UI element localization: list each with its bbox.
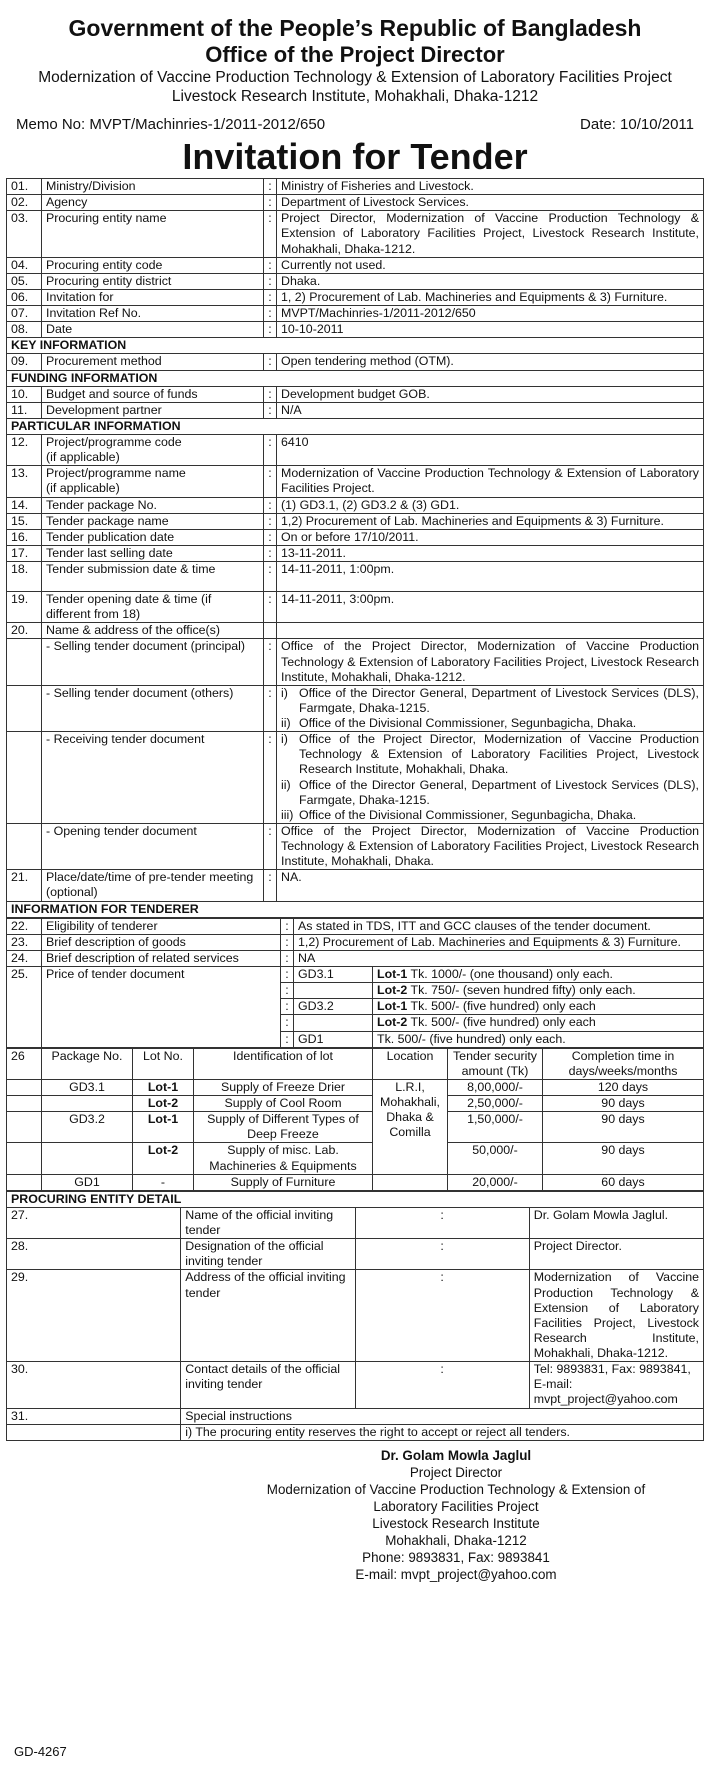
row-number — [7, 823, 42, 869]
project-name: Modernization of Vaccine Production Technology & Extension of Laboratory Facilities Project — [38, 69, 672, 86]
lot-number: Lot-2 — [133, 1143, 194, 1174]
signatory-name: Dr. Golam Mowla Jaglul — [380, 1447, 532, 1463]
list-text: Office of the Divisional Commissioner, Segunbagicha, Dhaka. — [299, 716, 637, 730]
separator: : — [264, 466, 277, 497]
row-number: 01. — [7, 179, 42, 195]
signatory-project: Modernization of Vaccine Production Technology & Extension of — [266, 1481, 646, 1497]
row-number: 20. — [7, 623, 42, 639]
table-row — [7, 1424, 704, 1440]
row-number: 27. — [7, 1207, 181, 1238]
row-value — [277, 685, 704, 731]
separator: : — [355, 1239, 529, 1270]
table-row — [7, 529, 704, 545]
row-label: Brief description of related services — [42, 950, 281, 966]
row-number — [7, 732, 42, 824]
row-label: Development partner — [42, 402, 264, 418]
price-text — [373, 967, 704, 983]
lot-security: 8,00,000/- — [448, 1079, 543, 1095]
lot-row — [7, 1174, 704, 1190]
lot-package — [42, 1143, 133, 1174]
header-lot: Lot No. — [133, 1048, 194, 1079]
separator: : — [264, 306, 277, 322]
row-value: As stated in TDS, ITT and GCC clauses of the tender document. — [294, 918, 704, 934]
separator: : — [264, 513, 277, 529]
row-label: Designation of the official inviting tender — [181, 1239, 355, 1270]
row-number: 19. — [7, 592, 42, 623]
list-marker: i) — [281, 732, 288, 747]
lot-completion: 120 days — [543, 1079, 704, 1095]
header-completion: Completion time in days/weeks/months — [543, 1048, 704, 1079]
row-number — [7, 639, 42, 685]
row-value: (1) GD3.1, (2) GD3.2 & (3) GD1. — [277, 497, 704, 513]
table-row — [7, 195, 704, 211]
table-row — [7, 1362, 704, 1408]
row-number: 31. — [7, 1408, 181, 1424]
lot-number: - — [133, 1174, 194, 1190]
row-value: Dr. Golam Mowla Jaglul. — [529, 1207, 703, 1238]
table-row — [7, 562, 704, 592]
row-label: - Selling tender document (others) — [42, 685, 264, 731]
row-label: Address of the official inviting tender — [181, 1270, 355, 1362]
lot-location: L.R.I, Mohakhali, Dhaka & Comilla — [373, 1079, 448, 1174]
row-number — [7, 1143, 42, 1174]
price-cell — [281, 967, 704, 1048]
separator: : — [264, 823, 277, 869]
section-heading-funding: FUNDING INFORMATION — [7, 370, 704, 386]
separator: : — [281, 950, 294, 966]
contact-email: E-mail: mvpt_project@yahoo.com — [533, 1377, 678, 1407]
row-number: 09. — [7, 354, 42, 370]
row-number: 18. — [7, 562, 42, 592]
table-row — [7, 513, 704, 529]
separator: : — [264, 179, 277, 195]
separator: : — [264, 322, 277, 338]
row-label: Invitation Ref No. — [42, 306, 264, 322]
price-amount: Tk. 750/- (seven hundred fifty) only each. — [407, 983, 636, 998]
row-number: 22. — [7, 918, 42, 934]
row-label: Name & address of the office(s) — [42, 623, 264, 639]
table-row — [7, 1408, 704, 1424]
row-number: 10. — [7, 386, 42, 402]
lot-number: Lot-2 — [133, 1096, 194, 1112]
lot-table — [6, 1048, 704, 1191]
row-label: Tender submission date & time — [42, 562, 264, 592]
signatory-phone: Phone: 9893831, Fax: 9893841 — [362, 1549, 550, 1565]
price-lot: Lot-1 — [377, 999, 408, 1014]
separator: : — [264, 195, 277, 211]
row-label — [42, 435, 264, 466]
table-row — [7, 1239, 704, 1270]
price-row — [281, 999, 703, 1015]
row-label: Budget and source of funds — [42, 386, 264, 402]
ad-code: GD-4267 — [14, 1744, 67, 1760]
row-value: Dhaka. — [277, 273, 704, 289]
row-value: Open tendering method (OTM). — [277, 354, 704, 370]
table-row — [7, 466, 704, 497]
section-heading-tenderer: INFORMATION FOR TENDERER — [7, 901, 704, 917]
signatory-designation: Project Director — [409, 1464, 503, 1480]
row-label: - Opening tender document — [42, 823, 264, 869]
separator: : — [264, 289, 277, 305]
row-value: NA — [294, 950, 704, 966]
row-label: - Selling tender document (principal) — [42, 639, 264, 685]
lot-item: Supply of misc. Lab. Machineries & Equipments — [194, 1143, 373, 1174]
price-amount: Tk. 500/- (five hundred) only each — [407, 1015, 596, 1030]
table-row — [7, 497, 704, 513]
tender-info-table — [6, 178, 704, 918]
list-marker: iii) — [281, 807, 294, 822]
price-package: GD3.1 — [294, 967, 373, 983]
section-row — [7, 370, 704, 386]
row-number: 25. — [7, 967, 42, 1048]
signatory-institute: Livestock Research Institute — [372, 1515, 540, 1531]
separator: : — [264, 685, 277, 731]
row-label: Procurement method — [42, 354, 264, 370]
lot-number: Lot-1 — [133, 1112, 194, 1143]
lot-item: Supply of Cool Room — [194, 1096, 373, 1112]
signatory-city: Mohakhali, Dhaka-1212 — [385, 1532, 527, 1548]
price-row — [281, 1031, 703, 1047]
table-row — [7, 967, 704, 1048]
list-text: Office of the Director General, Department of Livestock Services (DLS), Farmgate, Dhaka-1215. — [299, 685, 699, 715]
row-number: 07. — [7, 306, 42, 322]
separator: : — [264, 386, 277, 402]
price-lot: Lot-2 — [377, 983, 408, 998]
separator: : — [355, 1207, 529, 1238]
price-amount: Tk. 1000/- (one thousand) only each. — [407, 967, 614, 981]
row-value: 1,2) Procurement of Lab. Machineries and Equipments & 3) Furniture. — [277, 513, 704, 529]
table-row — [7, 918, 704, 934]
table-row — [7, 211, 704, 257]
row-value: MVPT/Machinries-1/2011-2012/650 — [277, 306, 704, 322]
table-row — [7, 306, 704, 322]
table-row — [7, 322, 704, 338]
header-identification: Identification of lot — [194, 1048, 373, 1079]
row-value: 1, 2) Procurement of Lab. Machineries and Equipments & 3) Furniture. — [277, 289, 704, 305]
table-row — [7, 823, 704, 869]
header-location: Location — [373, 1048, 448, 1079]
page-title: Invitation for Tender — [182, 136, 528, 177]
row-label: Date — [42, 322, 264, 338]
lot-item: Supply of Furniture — [194, 1174, 373, 1190]
row-value: Currently not used. — [277, 257, 704, 273]
row-label: Tender publication date — [42, 529, 264, 545]
list-item — [281, 778, 699, 808]
table-row — [7, 732, 704, 824]
lot-package: GD3.1 — [42, 1079, 133, 1095]
lot-row — [7, 1143, 704, 1174]
separator: : — [355, 1270, 529, 1362]
row-label: Price of tender document — [42, 967, 281, 1048]
lot-header-row — [7, 1048, 704, 1079]
row-label: Procuring entity code — [42, 257, 264, 273]
signatory-email: E-mail: mvpt_project@yahoo.com — [355, 1566, 557, 1582]
row-label: - Receiving tender document — [42, 732, 264, 824]
price-text — [373, 1031, 704, 1047]
row-label-note: (if applicable) — [46, 450, 120, 465]
lot-row — [7, 1079, 704, 1095]
price-package: GD3.2 — [294, 999, 373, 1015]
row-label: Ministry/Division — [42, 179, 264, 195]
row-number — [7, 685, 42, 731]
separator: : — [264, 211, 277, 257]
table-row — [7, 1270, 704, 1362]
table-row — [7, 545, 704, 561]
list-item — [281, 808, 699, 823]
row-label-line: Project/programme name — [46, 466, 186, 481]
table-row — [7, 354, 704, 370]
lot-number: Lot-1 — [133, 1079, 194, 1095]
price-row — [281, 983, 703, 999]
separator: : — [264, 639, 277, 685]
list-item — [281, 732, 699, 777]
table-row — [7, 402, 704, 418]
separator: : — [281, 967, 294, 983]
price-package: GD1 — [294, 1031, 373, 1047]
list-text: Office of the Director General, Department of Livestock Services (DLS), Farmgate, Dhaka-1215. — [299, 777, 699, 807]
row-number — [7, 1112, 42, 1143]
table-row — [7, 1207, 704, 1238]
row-value: i) The procuring entity reserves the right to accept or reject all tenders. — [181, 1424, 704, 1440]
row-label: Contact details of the official inviting tender — [181, 1362, 355, 1408]
section-row — [7, 1191, 704, 1207]
row-label: Eligibility of tenderer — [42, 918, 281, 934]
row-label: Special instructions — [181, 1408, 704, 1424]
row-number: 03. — [7, 211, 42, 257]
memo-row — [6, 116, 704, 134]
lot-location-empty — [373, 1174, 448, 1190]
section-row — [7, 901, 704, 917]
memo-date: Date: 10/10/2011 — [580, 116, 694, 133]
row-label: Brief description of goods — [42, 934, 281, 950]
list-marker: i) — [281, 685, 288, 700]
table-row — [7, 870, 704, 901]
row-value: 6410 — [277, 435, 704, 466]
institute-address: Livestock Research Institute, Mohakhali, Dhaka-1212 — [171, 88, 539, 105]
separator: : — [264, 545, 277, 561]
separator: : — [281, 999, 294, 1015]
row-value: NA. — [277, 870, 704, 901]
row-value — [277, 732, 704, 824]
row-value: 13-11-2011. — [277, 545, 704, 561]
row-value: Ministry of Fisheries and Livestock. — [277, 179, 704, 195]
table-row — [7, 289, 704, 305]
separator: : — [264, 273, 277, 289]
price-package — [294, 1015, 373, 1031]
lot-security: 2,50,000/- — [448, 1096, 543, 1112]
lot-package — [42, 1096, 133, 1112]
row-value: Modernization of Vaccine Production Technology & Extension of Laboratory Facilities Project, Livestock Research Institute, Mohakhali, Dhaka-1212. — [529, 1270, 703, 1362]
row-label: Tender package No. — [42, 497, 264, 513]
lot-package: GD3.2 — [42, 1112, 133, 1143]
row-label — [42, 466, 264, 497]
lot-package: GD1 — [42, 1174, 133, 1190]
table-row — [7, 179, 704, 195]
separator — [264, 623, 277, 639]
lot-row — [7, 1112, 704, 1143]
list-text: Office of the Divisional Commissioner, Segunbagicha, Dhaka. — [299, 807, 637, 822]
row-value: 1,2) Procurement of Lab. Machineries and Equipments & 3) Furniture. — [294, 934, 704, 950]
price-package — [294, 983, 373, 999]
row-label: Invitation for — [42, 289, 264, 305]
separator: : — [281, 934, 294, 950]
section-heading-particular: PARTICULAR INFORMATION — [7, 418, 704, 434]
lot-completion: 60 days — [543, 1174, 704, 1190]
row-label: Name of the official inviting tender — [181, 1207, 355, 1238]
price-text — [373, 1015, 704, 1031]
signatory-project-cont: Laboratory Facilities Project — [373, 1498, 539, 1514]
row-label-note: (if applicable) — [46, 481, 120, 496]
separator: : — [264, 592, 277, 623]
separator: : — [264, 257, 277, 273]
lot-security: 50,000/- — [448, 1143, 543, 1174]
price-lot: Lot-1 — [377, 967, 408, 981]
row-number — [7, 1424, 181, 1440]
separator: : — [264, 562, 277, 592]
row-number: 21. — [7, 870, 42, 901]
separator: : — [281, 983, 294, 999]
row-value — [529, 1362, 703, 1408]
row-label: Place/date/time of pre-tender meeting (optional) — [42, 870, 264, 901]
lot-security: 1,50,000/- — [448, 1112, 543, 1143]
row-label: Tender opening date & time (if different from 18) — [42, 592, 264, 623]
section-heading-key: KEY INFORMATION — [7, 338, 704, 354]
list-marker: ii) — [281, 716, 291, 730]
row-number: 13. — [7, 466, 42, 497]
lot-item: Supply of Freeze Drier — [194, 1079, 373, 1095]
section-row — [7, 338, 704, 354]
row-number: 06. — [7, 289, 42, 305]
lot-completion: 90 days — [543, 1112, 704, 1143]
lot-completion: 90 days — [543, 1143, 704, 1174]
table-row — [7, 257, 704, 273]
lot-security: 20,000/- — [448, 1174, 543, 1190]
row-number: 29. — [7, 1270, 181, 1362]
table-row — [7, 934, 704, 950]
row-value: Office of the Project Director, Modernization of Vaccine Production Technology & Extension of Laboratory Facilities Project, Livestock Research Institute, Mohakhali, Dhaka-1212. — [277, 639, 704, 685]
row-value: Department of Livestock Services. — [277, 195, 704, 211]
office-title: Office of the Project Director — [205, 42, 505, 67]
separator: : — [355, 1362, 529, 1408]
row-value: Office of the Project Director, Modernization of Vaccine Production Technology & Extension of Laboratory Facilities Project, Livestock Research Institute, Mohakhali, Dhaka. — [277, 823, 704, 869]
list-text: Office of the Project Director, Modernization of Vaccine Production Technology & Extension of Laboratory Facilities Project, Livestock Research Institute, Mohakhali, Dhaka. — [299, 732, 699, 777]
header-security: Tender security amount (Tk) — [448, 1048, 543, 1079]
separator: : — [264, 402, 277, 418]
section-row — [7, 418, 704, 434]
row-number: 08. — [7, 322, 42, 338]
row-number: 12. — [7, 435, 42, 466]
price-lot: Lot-2 — [377, 1015, 408, 1030]
price-amount: Tk. 500/- (five hundred) only each. — [377, 1031, 566, 1046]
table-row — [7, 592, 704, 623]
row-label: Tender last selling date — [42, 545, 264, 561]
price-text — [373, 999, 704, 1015]
row-label: Tender package name — [42, 513, 264, 529]
tenderer-table — [6, 918, 704, 1048]
row-number — [7, 1079, 42, 1095]
separator: : — [281, 1031, 294, 1047]
price-amount: Tk. 500/- (five hundred) only each — [407, 999, 596, 1014]
table-row — [7, 386, 704, 402]
separator: : — [264, 732, 277, 824]
list-marker: ii) — [281, 777, 291, 792]
row-number: 24. — [7, 950, 42, 966]
list-item — [281, 716, 699, 731]
table-row — [7, 273, 704, 289]
row-value: On or before 17/10/2011. — [277, 529, 704, 545]
table-row — [7, 685, 704, 731]
header-package: Package No. — [42, 1048, 133, 1079]
table-row — [7, 623, 704, 639]
signature-block — [236, 1447, 676, 1583]
row-number — [7, 1174, 42, 1190]
table-row — [7, 435, 704, 466]
row-label-line: Project/programme code — [46, 435, 182, 449]
row-value: Development budget GOB. — [277, 386, 704, 402]
row-number: 05. — [7, 273, 42, 289]
memo-number: Memo No: MVPT/Machinries-1/2011-2012/650 — [16, 116, 326, 133]
row-number: 15. — [7, 513, 42, 529]
separator: : — [264, 354, 277, 370]
price-row — [281, 967, 703, 983]
row-number: 16. — [7, 529, 42, 545]
procuring-table — [6, 1191, 704, 1441]
row-label: Agency — [42, 195, 264, 211]
row-number: 30. — [7, 1362, 181, 1408]
row-value: Project Director, Modernization of Vaccine Production Technology & Extension of Laboratory Facilities Project, Livestock Research Institute, Mohakhali, Dhaka-1212. — [277, 211, 704, 257]
list-item — [281, 686, 699, 716]
table-row — [7, 950, 704, 966]
row-number: 17. — [7, 545, 42, 561]
government-title: Government of the People’s Republic of Bangladesh — [68, 15, 642, 41]
row-label: Procuring entity district — [42, 273, 264, 289]
price-text — [373, 983, 704, 999]
contact-phone: Tel: 9893831, Fax: 9893841, — [533, 1362, 691, 1377]
separator: : — [264, 435, 277, 466]
price-table — [281, 967, 703, 1047]
row-number: 04. — [7, 257, 42, 273]
lot-item: Supply of Different Types of Deep Freeze — [194, 1112, 373, 1143]
lot-row — [7, 1096, 704, 1112]
row-value: Modernization of Vaccine Production Technology & Extension of Laboratory Facilities Project. — [277, 466, 704, 497]
row-number: 26 — [7, 1048, 42, 1079]
table-row — [7, 639, 704, 685]
lot-completion: 90 days — [543, 1096, 704, 1112]
row-value: 10-10-2011 — [277, 322, 704, 338]
separator: : — [281, 918, 294, 934]
row-value: N/A — [277, 402, 704, 418]
separator: : — [281, 1015, 294, 1031]
separator: : — [264, 497, 277, 513]
price-row — [281, 1015, 703, 1031]
row-number: 28. — [7, 1239, 181, 1270]
row-value: 14-11-2011, 3:00pm. — [277, 592, 704, 623]
section-heading-procuring: PROCURING ENTITY DETAIL — [7, 1191, 704, 1207]
separator: : — [264, 870, 277, 901]
row-number: 23. — [7, 934, 42, 950]
row-number — [7, 1096, 42, 1112]
separator: : — [264, 529, 277, 545]
row-value: 14-11-2011, 1:00pm. — [277, 562, 704, 592]
row-number: 02. — [7, 195, 42, 211]
row-number: 14. — [7, 497, 42, 513]
row-label: Procuring entity name — [42, 211, 264, 257]
row-number: 11. — [7, 402, 42, 418]
row-value: Project Director. — [529, 1239, 703, 1270]
row-value — [277, 623, 704, 639]
